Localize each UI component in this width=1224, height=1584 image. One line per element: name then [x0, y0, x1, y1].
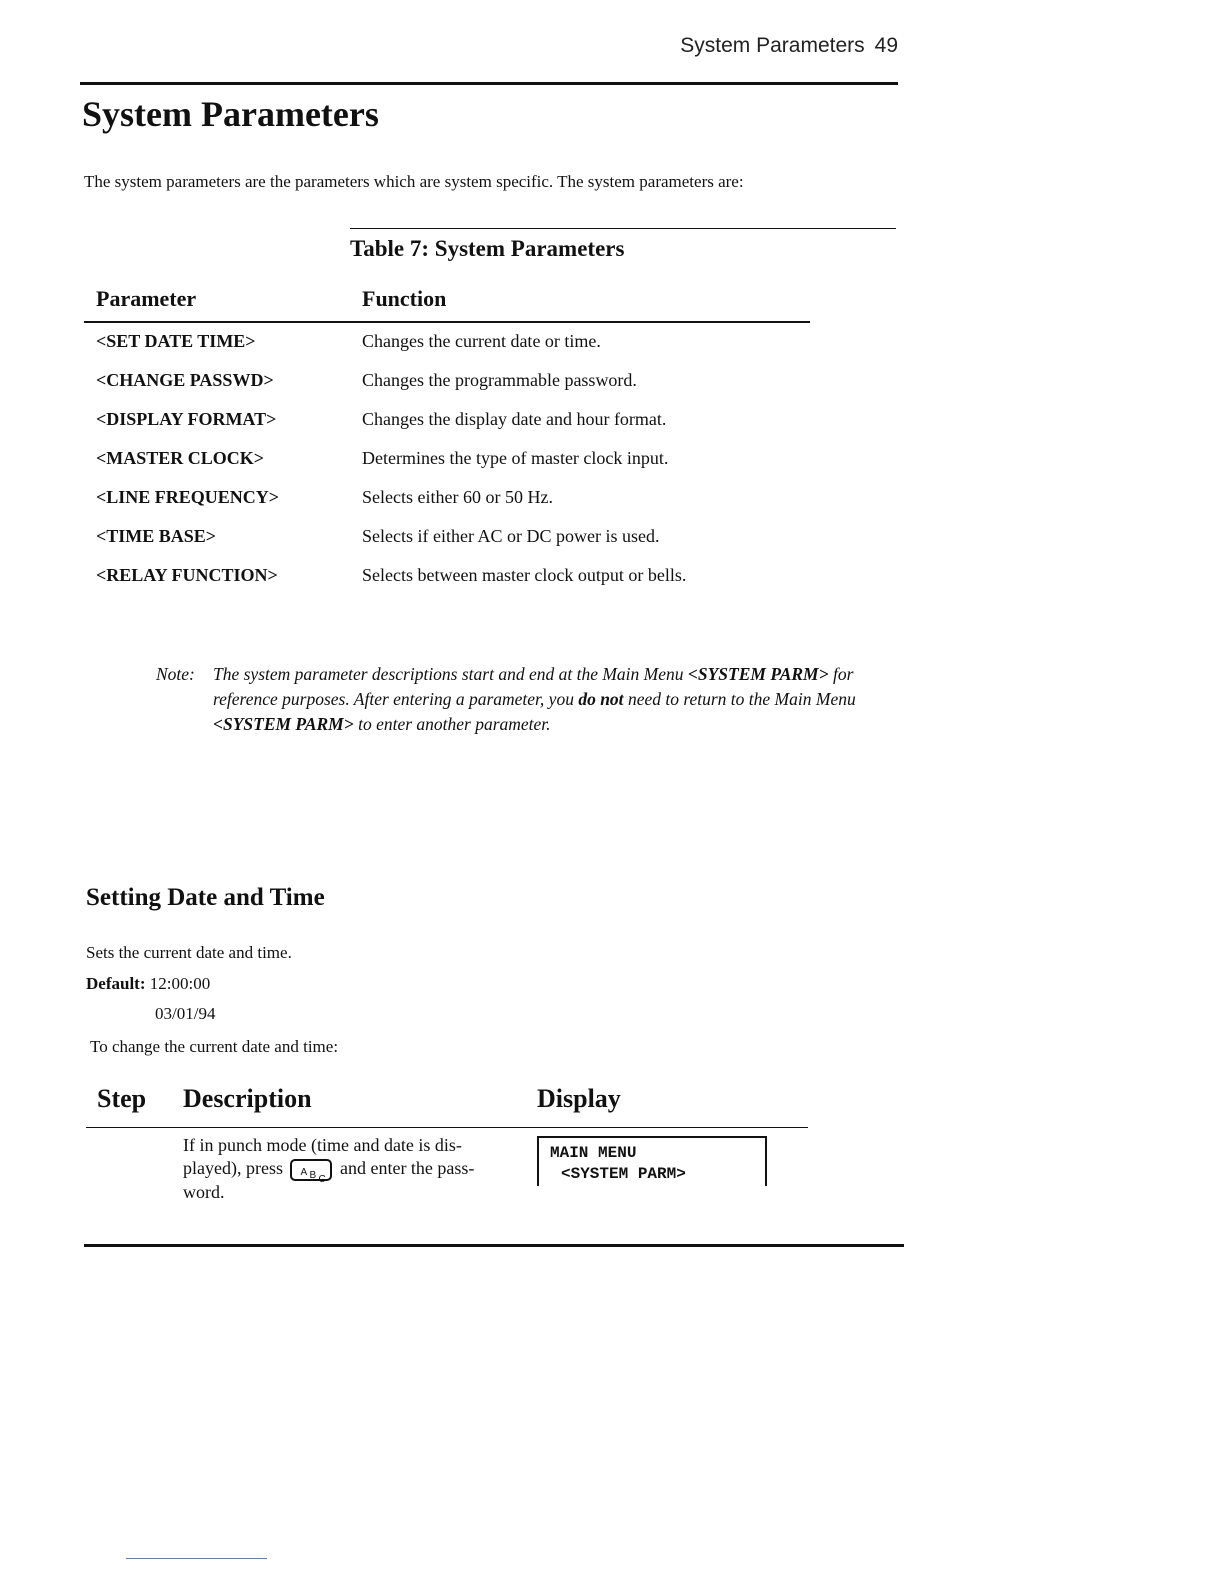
table-row [0, 370, 900, 400]
note-text-part: for reference purposes. After entering a parameter, you [213, 664, 854, 709]
table-caption: Table 7: System Parameters [350, 236, 625, 261]
note-text [213, 662, 901, 737]
table-row [0, 331, 900, 361]
parameter-name: <TIME BASE> [96, 526, 217, 546]
instruction-text: To change the current date and time: [90, 1037, 339, 1056]
default-date: 03/01/94 [155, 1004, 216, 1023]
parameter-name: <SET DATE TIME> [96, 331, 256, 351]
section-description: Sets the current date and time. [86, 943, 292, 962]
column-header-display: Display [537, 1084, 621, 1113]
page-number: 49 [874, 34, 898, 57]
table-row [0, 409, 900, 439]
step-description-text: and enter the pass- word. [183, 1158, 475, 1202]
parameter-function: Selects either 60 or 50 Hz. [362, 487, 553, 507]
parameter-name: <RELAY FUNCTION> [96, 565, 278, 585]
intro-paragraph: The system parameters are the parameters which are system specific. The system parameters are: [84, 172, 744, 191]
note-label: Note: [156, 664, 195, 684]
note-text-part: The system parameter descriptions start and end at the Main Menu [213, 664, 688, 684]
footer-rule [84, 1244, 904, 1247]
bottom-margin-line [126, 1558, 267, 1559]
step-header-rule [86, 1127, 808, 1128]
parameter-name: <LINE FREQUENCY> [96, 487, 280, 507]
display-line-1: MAIN MENU [550, 1144, 637, 1162]
section-title: Setting Date and Time [86, 884, 325, 911]
parameter-function: Determines the type of master clock input. [362, 448, 669, 468]
page-title: System Parameters [82, 94, 379, 134]
step-description-text: If in punch mode (time and date is dis- played), press [183, 1135, 462, 1178]
key-letter: A [300, 1166, 308, 1178]
note-text-part: to enter another parameter. [353, 714, 551, 734]
parameter-function: Changes the programmable password. [362, 370, 637, 390]
parameter-function: Selects if either AC or DC power is used. [362, 526, 660, 546]
column-header-step: Step [97, 1084, 147, 1113]
key-letter: B [309, 1169, 317, 1181]
table-top-rule [350, 228, 896, 229]
default-label: Default [86, 974, 140, 993]
table-row [0, 526, 900, 556]
note-emphasis: do not [578, 689, 624, 709]
header-rule [80, 82, 898, 85]
note-text-part: need to return to the Main Menu [623, 689, 856, 709]
step-description [183, 1134, 513, 1204]
note-menu-reference: <SYSTEM PARM> [687, 664, 829, 684]
running-header-section: System Parameters [680, 34, 865, 57]
table-header-rule [84, 321, 810, 323]
display-line-2: <SYSTEM PARM> [561, 1165, 686, 1183]
column-header-description: Description [183, 1084, 312, 1113]
parameter-function: Selects between master clock output or bells. [362, 565, 687, 585]
parameter-function: Changes the current date or time. [362, 331, 601, 351]
parameter-name: <CHANGE PASSWD> [96, 370, 274, 390]
parameter-name: <DISPLAY FORMAT> [96, 409, 277, 429]
table-row [0, 487, 900, 517]
parameter-function: Changes the display date and hour format. [362, 409, 667, 429]
default-line: Default: 12:00:00 [86, 974, 211, 993]
column-header-function: Function [362, 286, 447, 311]
running-header [680, 34, 898, 58]
default-time: 12:00:00 [149, 974, 211, 993]
column-header-parameter: Parameter [96, 286, 197, 311]
table-row [0, 565, 900, 595]
lcd-display [537, 1136, 767, 1186]
note-menu-reference: <SYSTEM PARM> [213, 714, 354, 734]
table-row [0, 448, 900, 478]
abc-key-icon [290, 1159, 332, 1185]
note [156, 662, 901, 737]
parameter-name: <MASTER CLOCK> [96, 448, 265, 468]
key-letter: C [318, 1173, 326, 1185]
